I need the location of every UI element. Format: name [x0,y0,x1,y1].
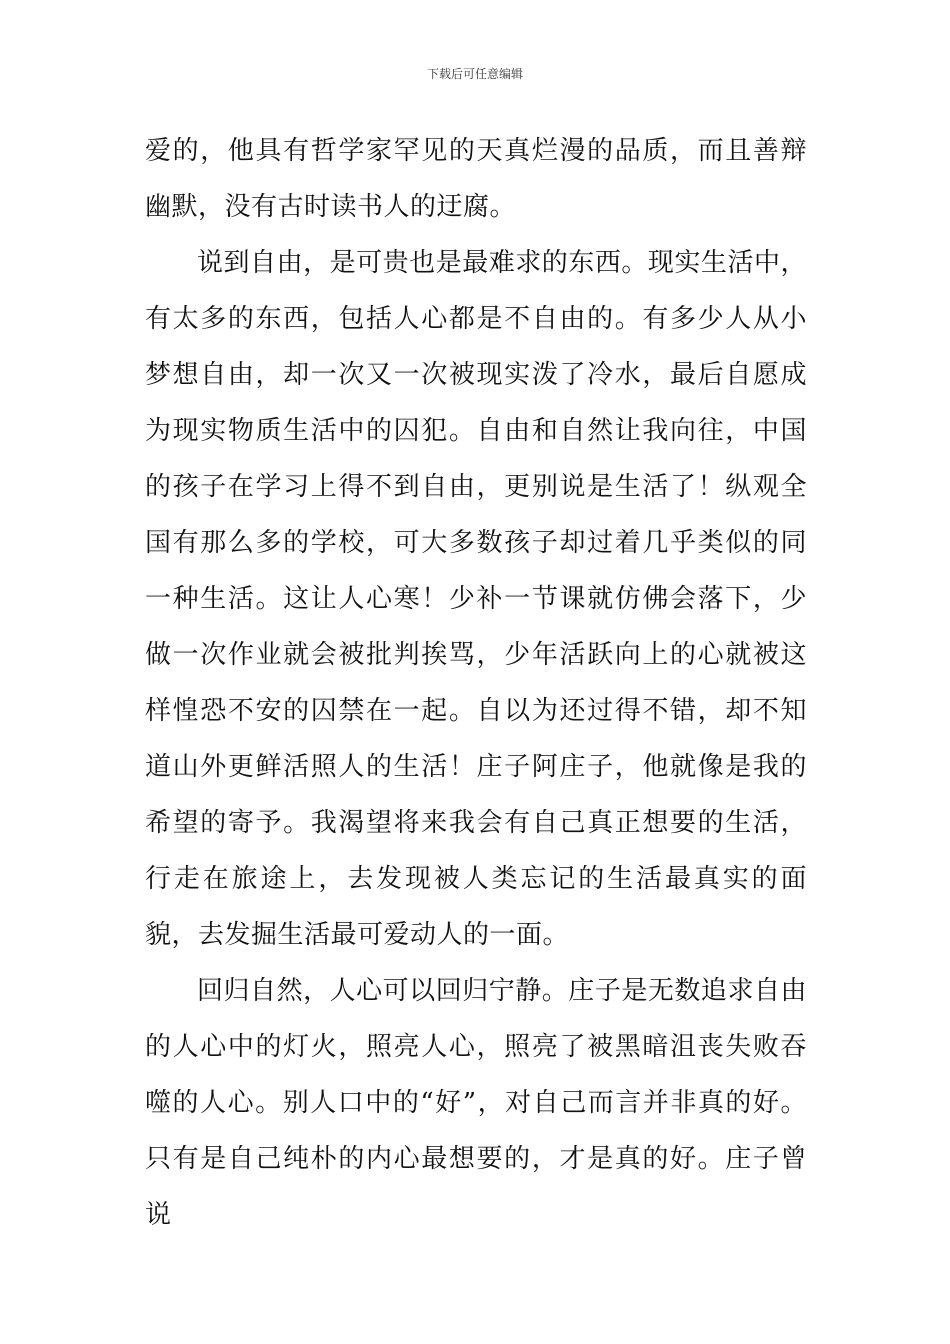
paragraph-1: 爱的，他具有哲学家罕见的天真烂漫的品质，而且善辩幽默，没有古时读书人的迂腐。 [145,136,807,222]
paragraph-3: 回归自然，人心可以回归宁静。庄子是无数追求自由的人心中的灯火，照亮人心，照亮了被黑暗沮丧失败吞噬的人心。别人口中的“好”，对自己而言并非真的好。只有是自己纯朴的内心最想要的，才是真的好。庄子曾说 [145,976,807,1230]
paragraph-2: 说到自由，是可贵也是最难求的东西。现实生活中，有太多的东西，包括人心都是不自由的。有多少人从小梦想自由，却一次又一次被现实泼了冷水，最后自愿成为现实物质生活中的囚犯。自由和自然让我向往，中国的孩子在学习上得不到自由，更别说是生活了！纵观全国有那么多的学校，可大多数孩子却过着几乎类似的同一种生活。这让人心寒！少补一节课就仿佛会落下，少做一次作业就会被批判挨骂，少年活跃向上的心就被这样惶恐不安的囚禁在一起。自以为还过得不错，却不知道山外更鲜活照人的生活！庄子阿庄子，他就像是我的希望的寄予。我渴望将来我会有自己真正想要的生活，行走在旅途上，去发现被人类忘记的生活最真实的面貌，去发掘生活最可爱动人的一面。 [145,248,807,950]
document-body [145,123,807,1243]
page-header: 下载后可任意编辑 [426,67,523,81]
